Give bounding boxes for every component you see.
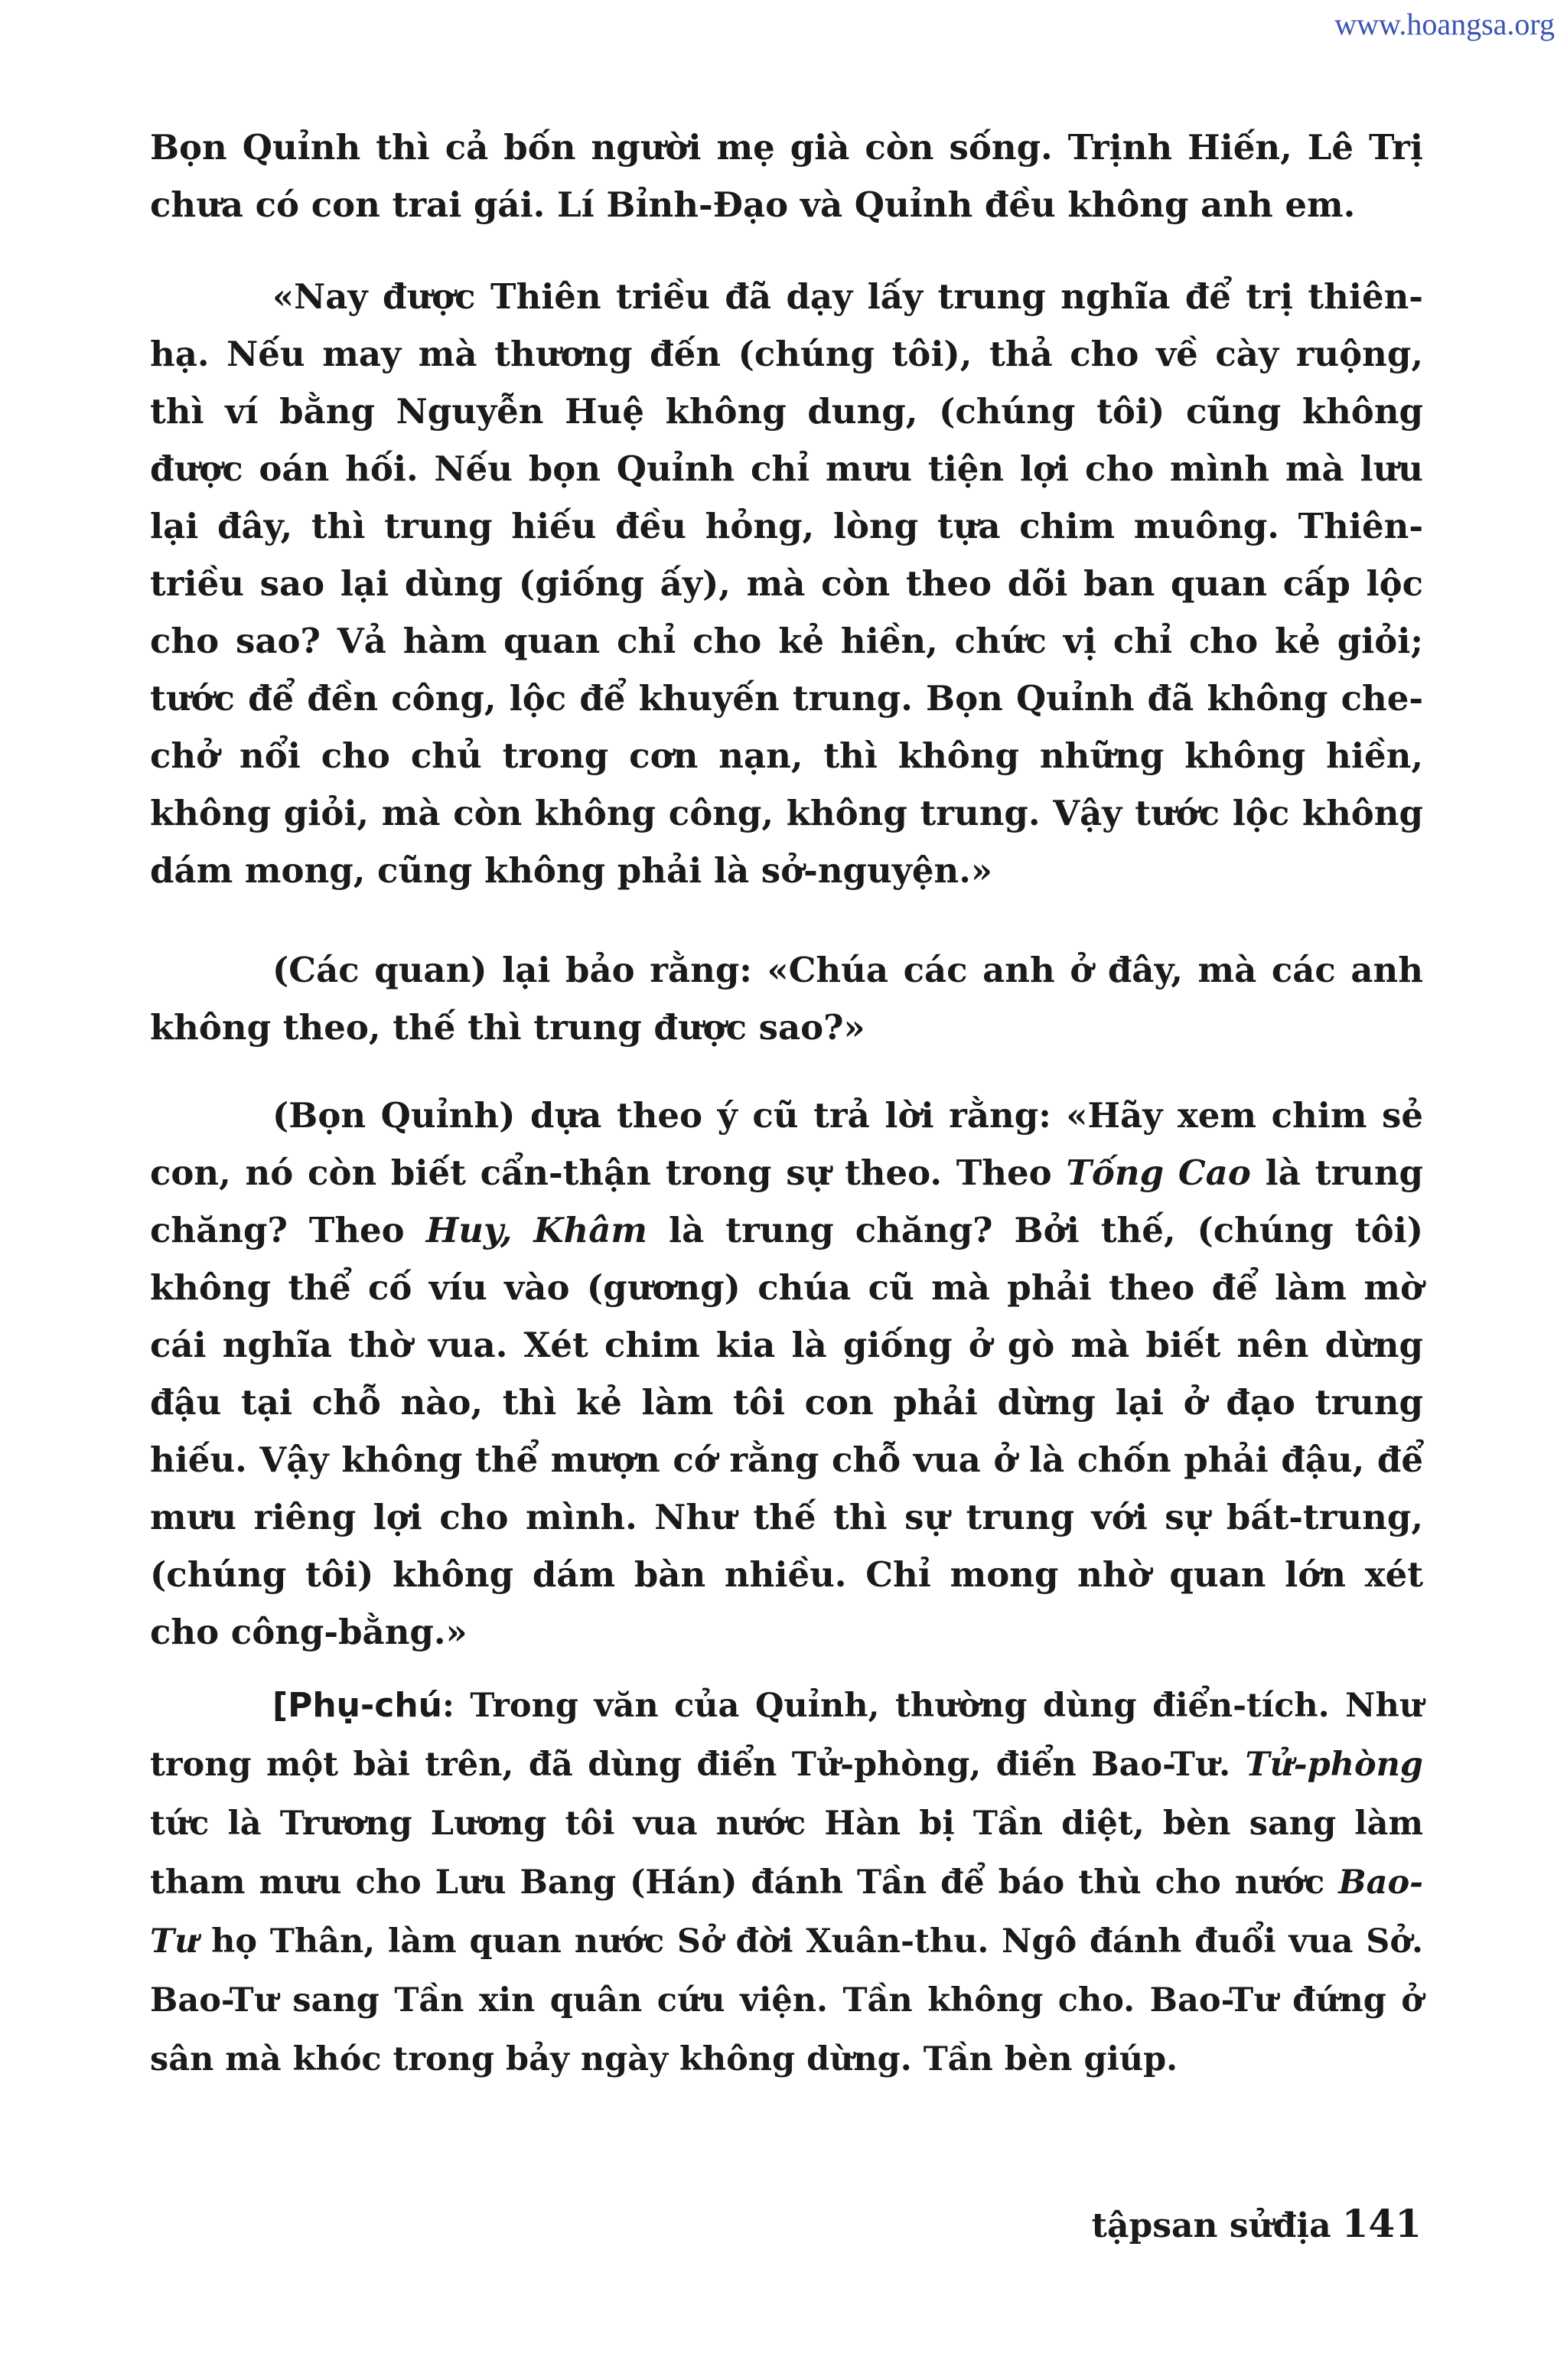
footnote-label: [Phụ-chú [272, 1686, 442, 1725]
paragraph-4-text [150, 1087, 1423, 1661]
footnote-part-c: họ Thân, làm quan nước Sở đời Xuân-thu. Ngô đánh đuổi vua Sở. Bao-Tư sang Tần xin quân cứu viện. Tần không cho. Bao-Tư đứng ở sân mà khóc trong bảy ngày không dừng. Tần bèn giúp. [150, 1922, 1423, 2078]
watermark-url[interactable]: www.hoangsa.org [1334, 7, 1555, 41]
footnote-block [150, 1676, 1423, 2089]
footnote-part-a: : Trong văn của Quỉnh, thường dùng điển-tích. Như trong một bài trên, đã dùng điển Tử-phòng, điển Bao-Tư. [150, 1687, 1423, 1784]
paragraph-4-part-b: là trung chăng? Theo [150, 1153, 1424, 1250]
journal-name: tậpsan sửđịa [1091, 2206, 1331, 2245]
page-number: 141 [1341, 2201, 1422, 2246]
paragraph-3-text: (Các quan) lại bảo rằng: «Chúa các anh ở đây, mà các anh không theo, thế thì trung được sao?» [150, 950, 1423, 1048]
paragraph-4-italic-1: Tống Cao [1066, 1153, 1251, 1193]
paragraph-1 [150, 119, 1423, 233]
page-footer [1092, 2201, 1422, 2246]
paragraph-2 [150, 268, 1423, 899]
paragraph-4-part-c: là trung chăng? Bởi thế, (chúng tôi) không thể cố víu vào (gương) chúa cũ mà phải theo để làm mờ cái nghĩa thờ vua. Xét chim kia là giống ở gò mà biết nên dừng đậu tại chỗ nào, thì kẻ làm tôi con phải dừng lại ở đạo trung hiếu. Vậy không thể mượn cớ rằng chỗ vua ở là chốn phải đậu, để mưu riêng lợi cho mình. Như thế thì sự trung với sự bất-trung, (chúng tôi) không dám bàn nhiều. Chỉ mong nhờ quan lớn xét cho công-bằng.» [150, 1210, 1423, 1652]
footnote-italic-2: Bao-Tư [150, 1863, 1423, 1961]
paragraph-4 [150, 1087, 1423, 1661]
paragraph-3 [150, 941, 1423, 1056]
paragraph-1-text: Bọn Quỉnh thì cả bốn người mẹ già còn sống. Trịnh Hiến, Lê Trị chưa có con trai gái. Lí Bỉnh-Đạo và Quỉnh đều không anh em. [150, 127, 1423, 225]
footnote-italic-1: Tử-phòng [1245, 1746, 1423, 1784]
paragraph-2-text: «Nay được Thiên triều đã dạy lấy trung nghĩa để trị thiên-hạ. Nếu may mà thương đến (chúng tôi), thả cho về cày ruộng, thì ví bằng Nguyễn Huệ không dung, (chúng tôi) cũng không được oán hối. Nếu bọn Quỉnh chỉ mưu tiện lợi cho mình mà lưu lại đây, thì trung hiếu đều hỏng, lòng tựa chim muông. Thiên-triều sao lại dùng (giống ấy), mà còn theo dõi ban quan cấp lộc cho sao? Vả hàm quan chỉ cho kẻ hiền, chức vị chỉ cho kẻ giỏi; tước để đền công, lộc để khuyến trung. Bọn Quỉnh đã không che-chở nổi cho chủ trong cơn nạn, thì không những không hiền, không giỏi, mà còn không công, không trung. Vậy tước lộc không dám mong, cũng không phải là sở-nguyện.» [150, 276, 1423, 891]
paragraph-4-italic-2: Huy, Khâm [425, 1210, 648, 1250]
paragraph-4-part-a: (Bọn Quỉnh) dựa theo ý cũ trả lời rằng: «Hãy xem chim sẻ con, nó còn biết cẩn-thận trong sự theo. Theo [150, 1095, 1423, 1193]
footnote-text [150, 1676, 1423, 2089]
footnote-part-b: tức là Trương Lương tôi vua nước Hàn bị Tần diệt, bèn sang làm tham mưu cho Lưu Bang (Hán) đánh Tần để báo thù cho nước [150, 1805, 1423, 1902]
